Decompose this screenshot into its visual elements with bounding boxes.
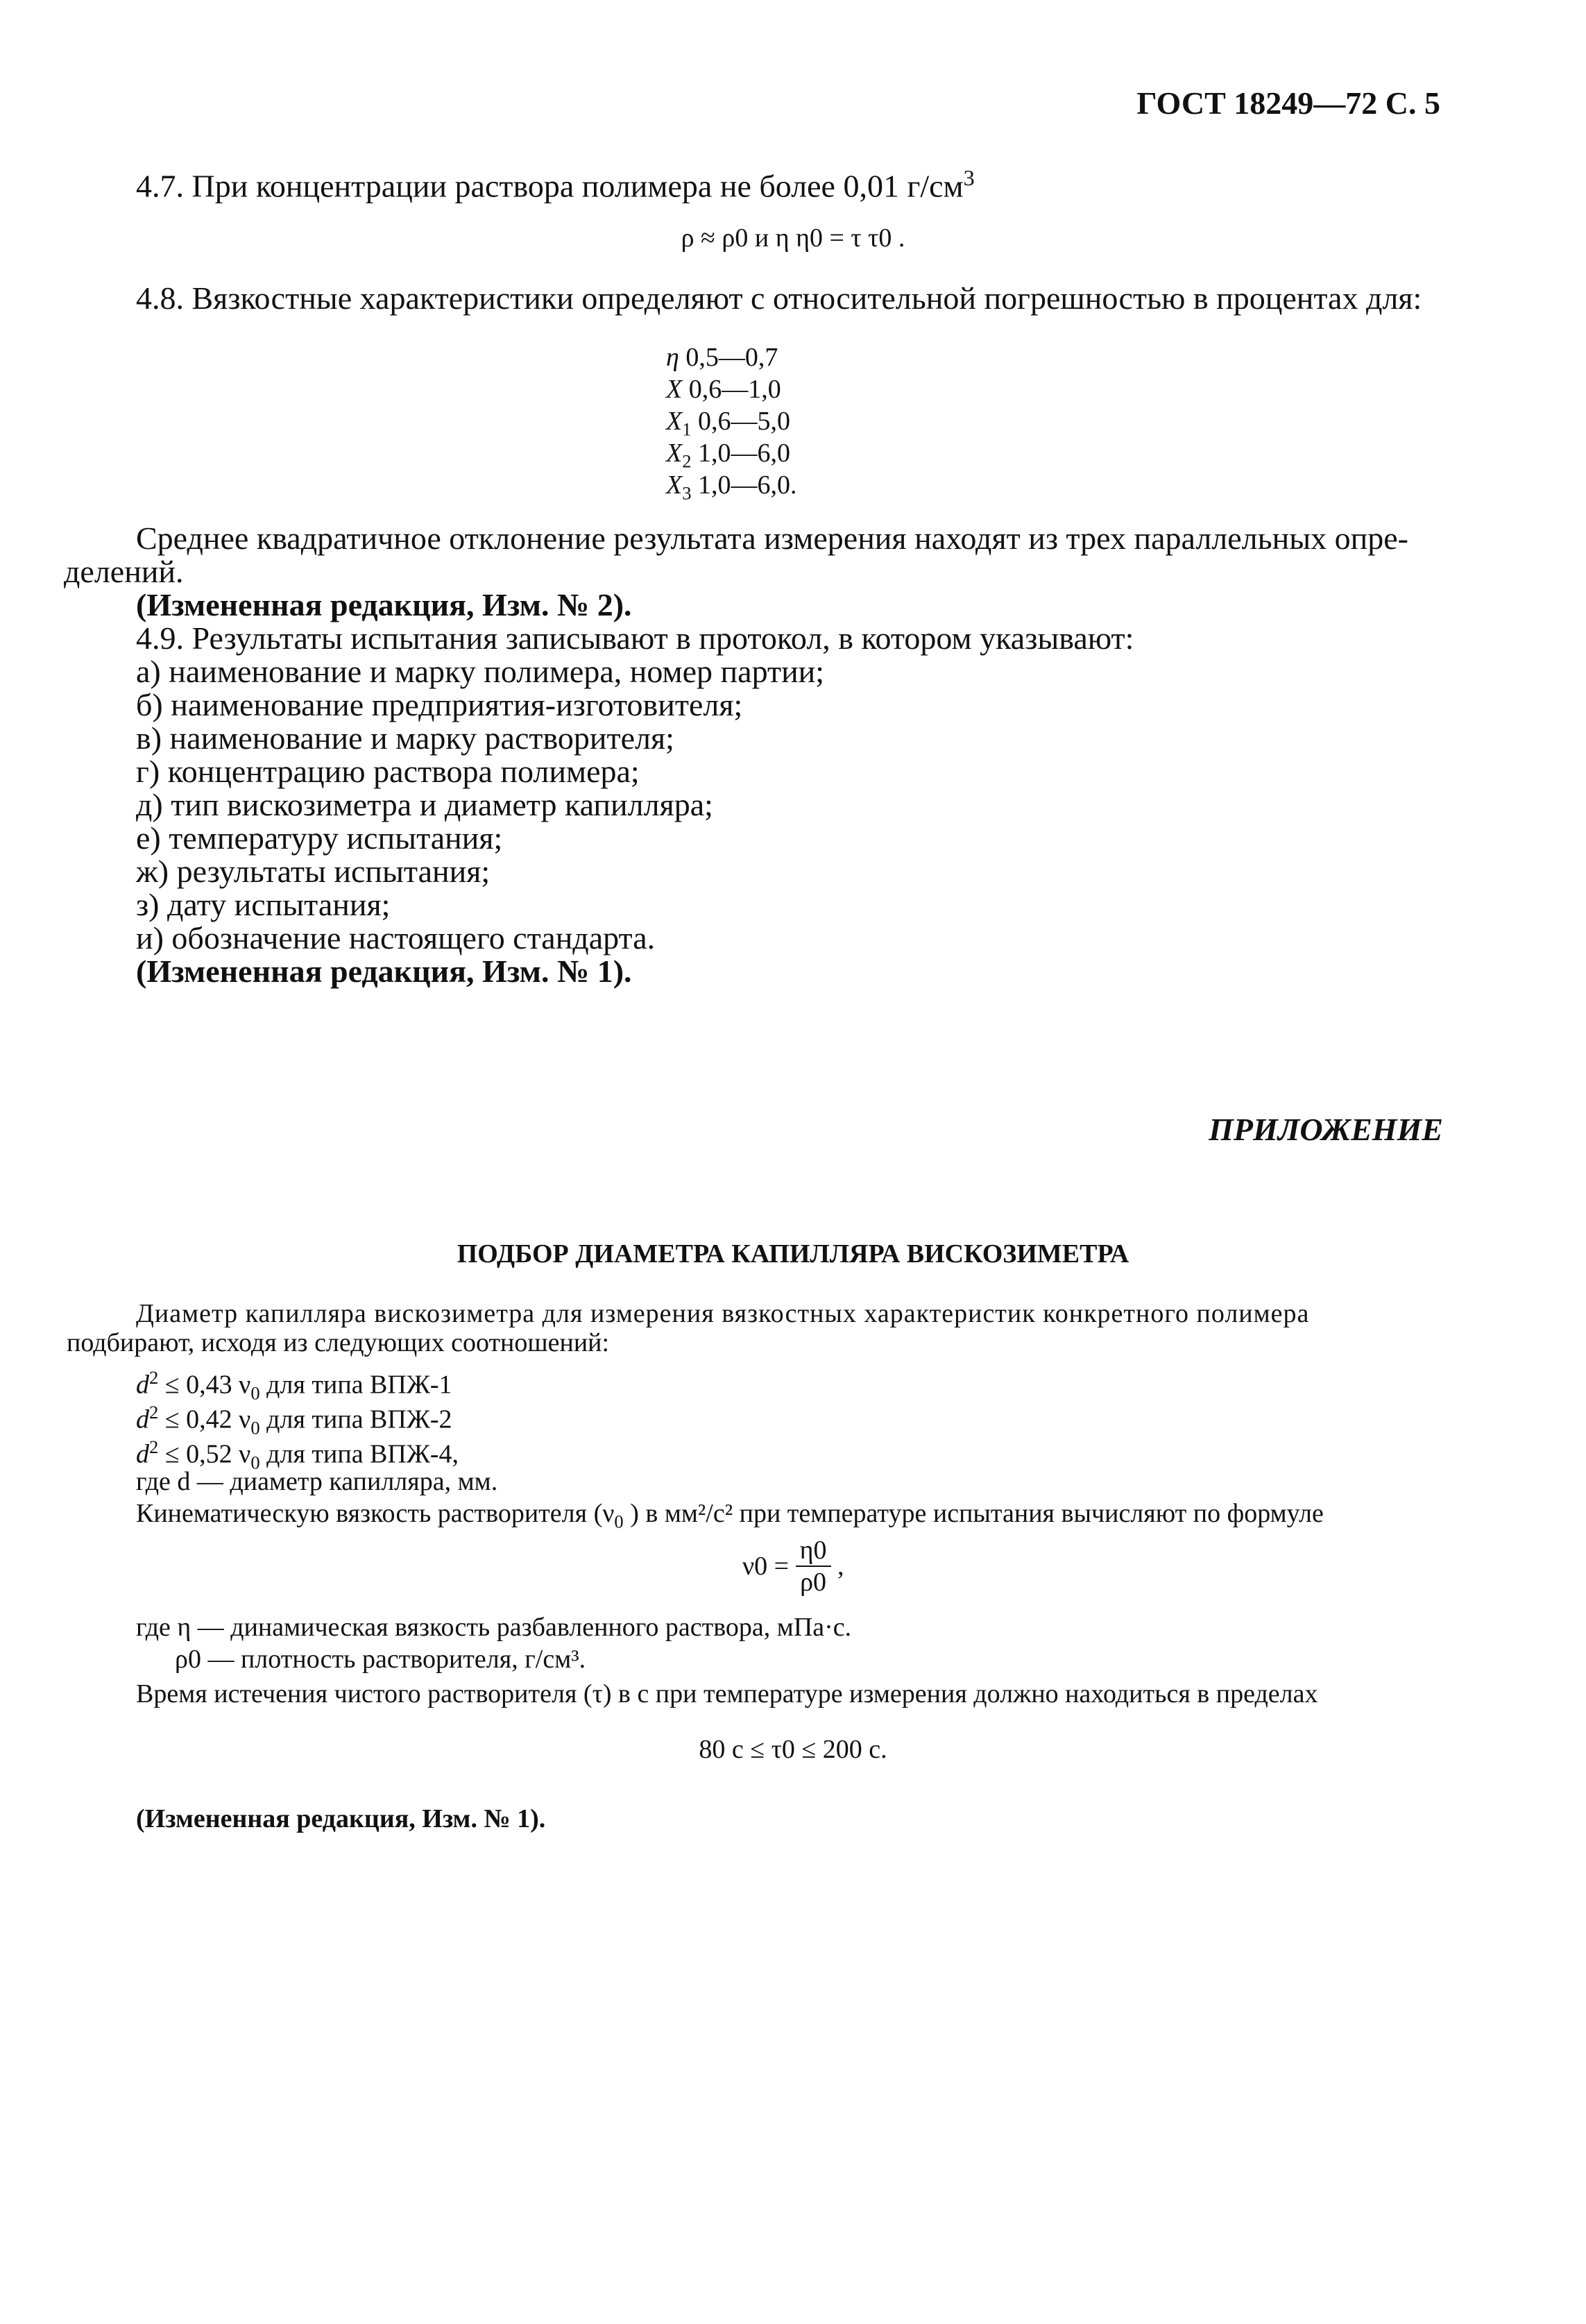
formula-fraction [796, 1535, 831, 1597]
appendix-intro-line2: подбирают, исходя из следующих соотношений: [67, 1328, 610, 1357]
viscosity-range: 1,0—6,0 [698, 439, 791, 468]
appendix-intro-line1: Диаметр капилляра вискозиметра для измерения вязкостных характеристик конкретного полимера [136, 1299, 1310, 1328]
section-4-8-note-line2: делений. [64, 554, 184, 589]
viscosity-range: 0,6—5,0 [698, 407, 791, 436]
section-4-7-text: 4.7. При концентрации раствора полимера не более 0,01 г/см [136, 168, 964, 204]
viscosity-row [666, 470, 797, 502]
protocol-item: ж) результаты испытания; [136, 854, 491, 889]
condition-row: $d^2 \le 0,43$ $\nu_0$ для типа ВПЖ-1 [136, 1367, 452, 1404]
viscosity-symbol: η [666, 343, 679, 372]
condition-row: $d^2 \le 0,42$ $\nu_0$ для типа ВПЖ-2 [136, 1402, 452, 1439]
section-4-8-revision: (Измененная редакция, Изм. № 2). [136, 587, 632, 622]
kinematic-post: ) в мм²/с² при температуре испытания вычисляют по формуле [630, 1499, 1324, 1528]
viscosity-range: 0,6—1,0 [688, 375, 781, 404]
condition-coef: 0,43 [186, 1370, 232, 1400]
kinematic-formula [742, 1535, 844, 1597]
protocol-item: г) концентрацию раствора полимера; [136, 754, 640, 789]
where-rho: ρ0 — плотность растворителя, г/см³. [175, 1645, 586, 1674]
kinematic-text: Кинематическую вязкость растворителя ($\nu_0$ ) в мм²/с² при температуре испытания вычисляют по формуле [136, 1499, 1324, 1532]
section-4-7-sup: 3 [963, 165, 975, 190]
viscosity-row [666, 407, 797, 439]
kinematic-pre: Кинематическую вязкость растворителя (ν [136, 1499, 615, 1528]
condition-row: $d^2 \le 0,52$ $\nu_0$ для типа ВПЖ-4, [136, 1436, 459, 1473]
protocol-item: б) наименование предприятия-изготовителя; [136, 687, 743, 722]
viscosity-sub: 2 [682, 450, 692, 472]
protocol-item: з) дату испытания; [136, 887, 391, 922]
time-text: Время истечения чистого растворителя (τ) в с при температуре измерения должно находиться в пределах [136, 1679, 1318, 1708]
section-4-8-note-line1: Среднее квадратичное отклонение результата измерения находят из трех параллельных опре- [136, 520, 1408, 556]
protocol-item: д) тип вискозиметра и диаметр капилляра; [136, 787, 713, 822]
viscosity-symbol: X [666, 439, 683, 468]
page-header: ГОСТ 18249—72 С. 5 [1136, 85, 1440, 121]
viscosity-row [666, 375, 797, 407]
where-eta: где η — динамическая вязкость разбавленного раствора, мПа·с. [136, 1613, 852, 1642]
condition-type: для типа ВПЖ-2 [266, 1405, 452, 1434]
viscosity-range: 1,0—6,0. [698, 470, 797, 500]
section-4-7-formula: ρ ≈ ρ0 и η η0 = τ τ0 . [681, 223, 905, 253]
protocol-item: е) температуру испытания; [136, 820, 503, 856]
protocol-item: а) наименование и марку полимера, номер партии; [136, 654, 825, 689]
appendix-revision: (Измененная редакция, Изм. № 1). [136, 1804, 546, 1833]
condition-coef: 0,52 [186, 1439, 232, 1469]
formula-denominator: ρ0 [800, 1568, 827, 1597]
condition-type: для типа ВПЖ-1 [266, 1370, 452, 1400]
section-4-7 [136, 161, 975, 203]
viscosity-row [666, 343, 797, 375]
viscosity-symbol: X [666, 375, 683, 404]
viscosity-row [666, 439, 797, 470]
where-d: где d — диаметр капилляра, мм. [136, 1467, 498, 1496]
protocol-item: и) обозначение настоящего стандарта. [136, 920, 656, 956]
viscosity-sub: 3 [682, 482, 692, 504]
formula-lhs: ν0 = [742, 1552, 790, 1581]
viscosity-sub: 1 [682, 418, 692, 440]
viscosity-symbol: X [666, 407, 683, 436]
formula-numerator: η0 [796, 1535, 831, 1567]
section-4-9-revision: (Измененная редакция, Изм. № 1). [136, 953, 632, 989]
section-4-8-text: 4.8. Вязкостные характеристики определяют с относительной погрешностью в процентах для: [136, 280, 1422, 316]
viscosity-table [666, 343, 797, 502]
formula-tail: , [837, 1552, 844, 1581]
appendix-title: ПОДБОР ДИАМЕТРА КАПИЛЛЯРА ВИСКОЗИМЕТРА [457, 1239, 1129, 1269]
section-4-9-text: 4.9. Результаты испытания записывают в протокол, в котором указывают: [136, 620, 1134, 656]
condition-type: для типа ВПЖ-4, [266, 1439, 459, 1469]
appendix-label: ПРИЛОЖЕНИЕ [1209, 1112, 1443, 1147]
viscosity-symbol: X [666, 470, 683, 500]
time-range: 80 с ≤ τ0 ≤ 200 с. [699, 1735, 887, 1764]
condition-coef: 0,42 [186, 1405, 232, 1434]
viscosity-range: 0,5—0,7 [685, 343, 778, 372]
protocol-item: в) наименование и марку растворителя; [136, 720, 674, 756]
